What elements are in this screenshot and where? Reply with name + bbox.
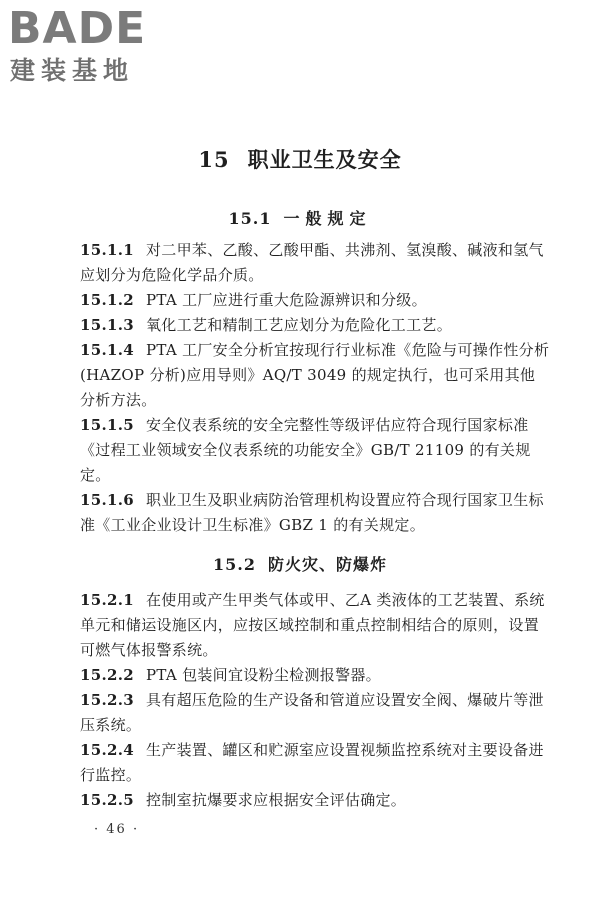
clause-number: 15.1.1 [80, 241, 134, 259]
section-body-15-1 [80, 238, 550, 538]
clause-15-1-6 [80, 488, 550, 538]
clause-number: 15.1.2 [80, 291, 134, 309]
clause-number: 15.1.5 [80, 416, 134, 434]
clause-text: 控制室抗爆要求应根据安全评估确定。 [146, 791, 407, 809]
clause-number: 15.1.6 [80, 491, 134, 509]
clause-text: 氧化工艺和精制工艺应划分为危险化工工艺。 [146, 316, 453, 334]
clause-number: 15.2.1 [80, 591, 134, 609]
clause-text: 具有超压危险的生产设备和管道应设置安全阀、爆破片等泄压系统。 [80, 691, 544, 734]
logo-subtitle: 建装基地 [10, 56, 135, 85]
section-body-15-2 [80, 588, 550, 813]
clause-number: 15.1.4 [80, 341, 134, 359]
clause-15-1-1 [80, 238, 550, 288]
clause-15-2-2 [80, 663, 550, 688]
clause-number: 15.2.5 [80, 791, 134, 809]
section-number: 15.2 [213, 555, 256, 574]
clause-15-2-3 [80, 688, 550, 738]
chapter-title [0, 144, 600, 174]
clause-15-1-5 [80, 413, 550, 488]
clause-15-1-2 [80, 288, 550, 313]
chapter-title-text: 职业卫生及安全 [247, 147, 402, 172]
clause-15-2-5 [80, 788, 550, 813]
logo-wordmark: BADE [8, 3, 147, 54]
chapter-number: 15 [198, 147, 230, 172]
section-title-text: 防火灾、防爆炸 [267, 555, 387, 574]
clause-text: 在使用或产生甲类气体或甲、乙A 类液体的工艺装置、系统单元和储运设施区内，应按区域控制和重点控制相结合的原则，设置可燃气体报警系统。 [80, 591, 545, 659]
clause-number: 15.1.3 [80, 316, 134, 334]
clause-text: PTA 包装间宜设粉尘检测报警器。 [146, 666, 381, 684]
clause-15-2-1 [80, 588, 550, 663]
clause-text: 职业卫生及职业病防治管理机构设置应符合现行国家卫生标准《工业企业设计卫生标准》GBZ 1 的有关规定。 [80, 491, 544, 534]
section-title-15-1 [0, 206, 600, 229]
clause-text: 对二甲苯、乙酸、乙酸甲酯、共沸剂、氢溴酸、碱液和氢气应划分为危险化学品介质。 [80, 241, 544, 284]
section-number: 15.1 [228, 209, 272, 228]
section-title-15-2 [0, 552, 600, 575]
section-title-text: 一般规定 [283, 209, 372, 228]
logo [8, 4, 178, 88]
clause-text: PTA 工厂应进行重大危险源辨识和分级。 [146, 291, 427, 309]
clause-text: PTA 工厂安全分析宜按现行行业标准《危险与可操作性分析(HAZOP 分析)应用导则》AQ/T 3049 的规定执行，也可采用其他分析方法。 [80, 341, 550, 409]
clause-15-2-4 [80, 738, 550, 788]
clause-number: 15.2.4 [80, 741, 134, 759]
page-number: · 46 · [94, 822, 140, 837]
clause-text: 生产装置、罐区和贮源室应设置视频监控系统对主要设备进行监控。 [80, 741, 544, 784]
clause-number: 15.2.2 [80, 666, 134, 684]
clause-number: 15.2.3 [80, 691, 134, 709]
clause-text: 安全仪表系统的安全完整性等级评估应符合现行国家标准《过程工业领域安全仪表系统的功能安全》GB/T 21109 的有关规定。 [80, 416, 531, 484]
clause-15-1-3 [80, 313, 550, 338]
clause-15-1-4 [80, 338, 550, 413]
